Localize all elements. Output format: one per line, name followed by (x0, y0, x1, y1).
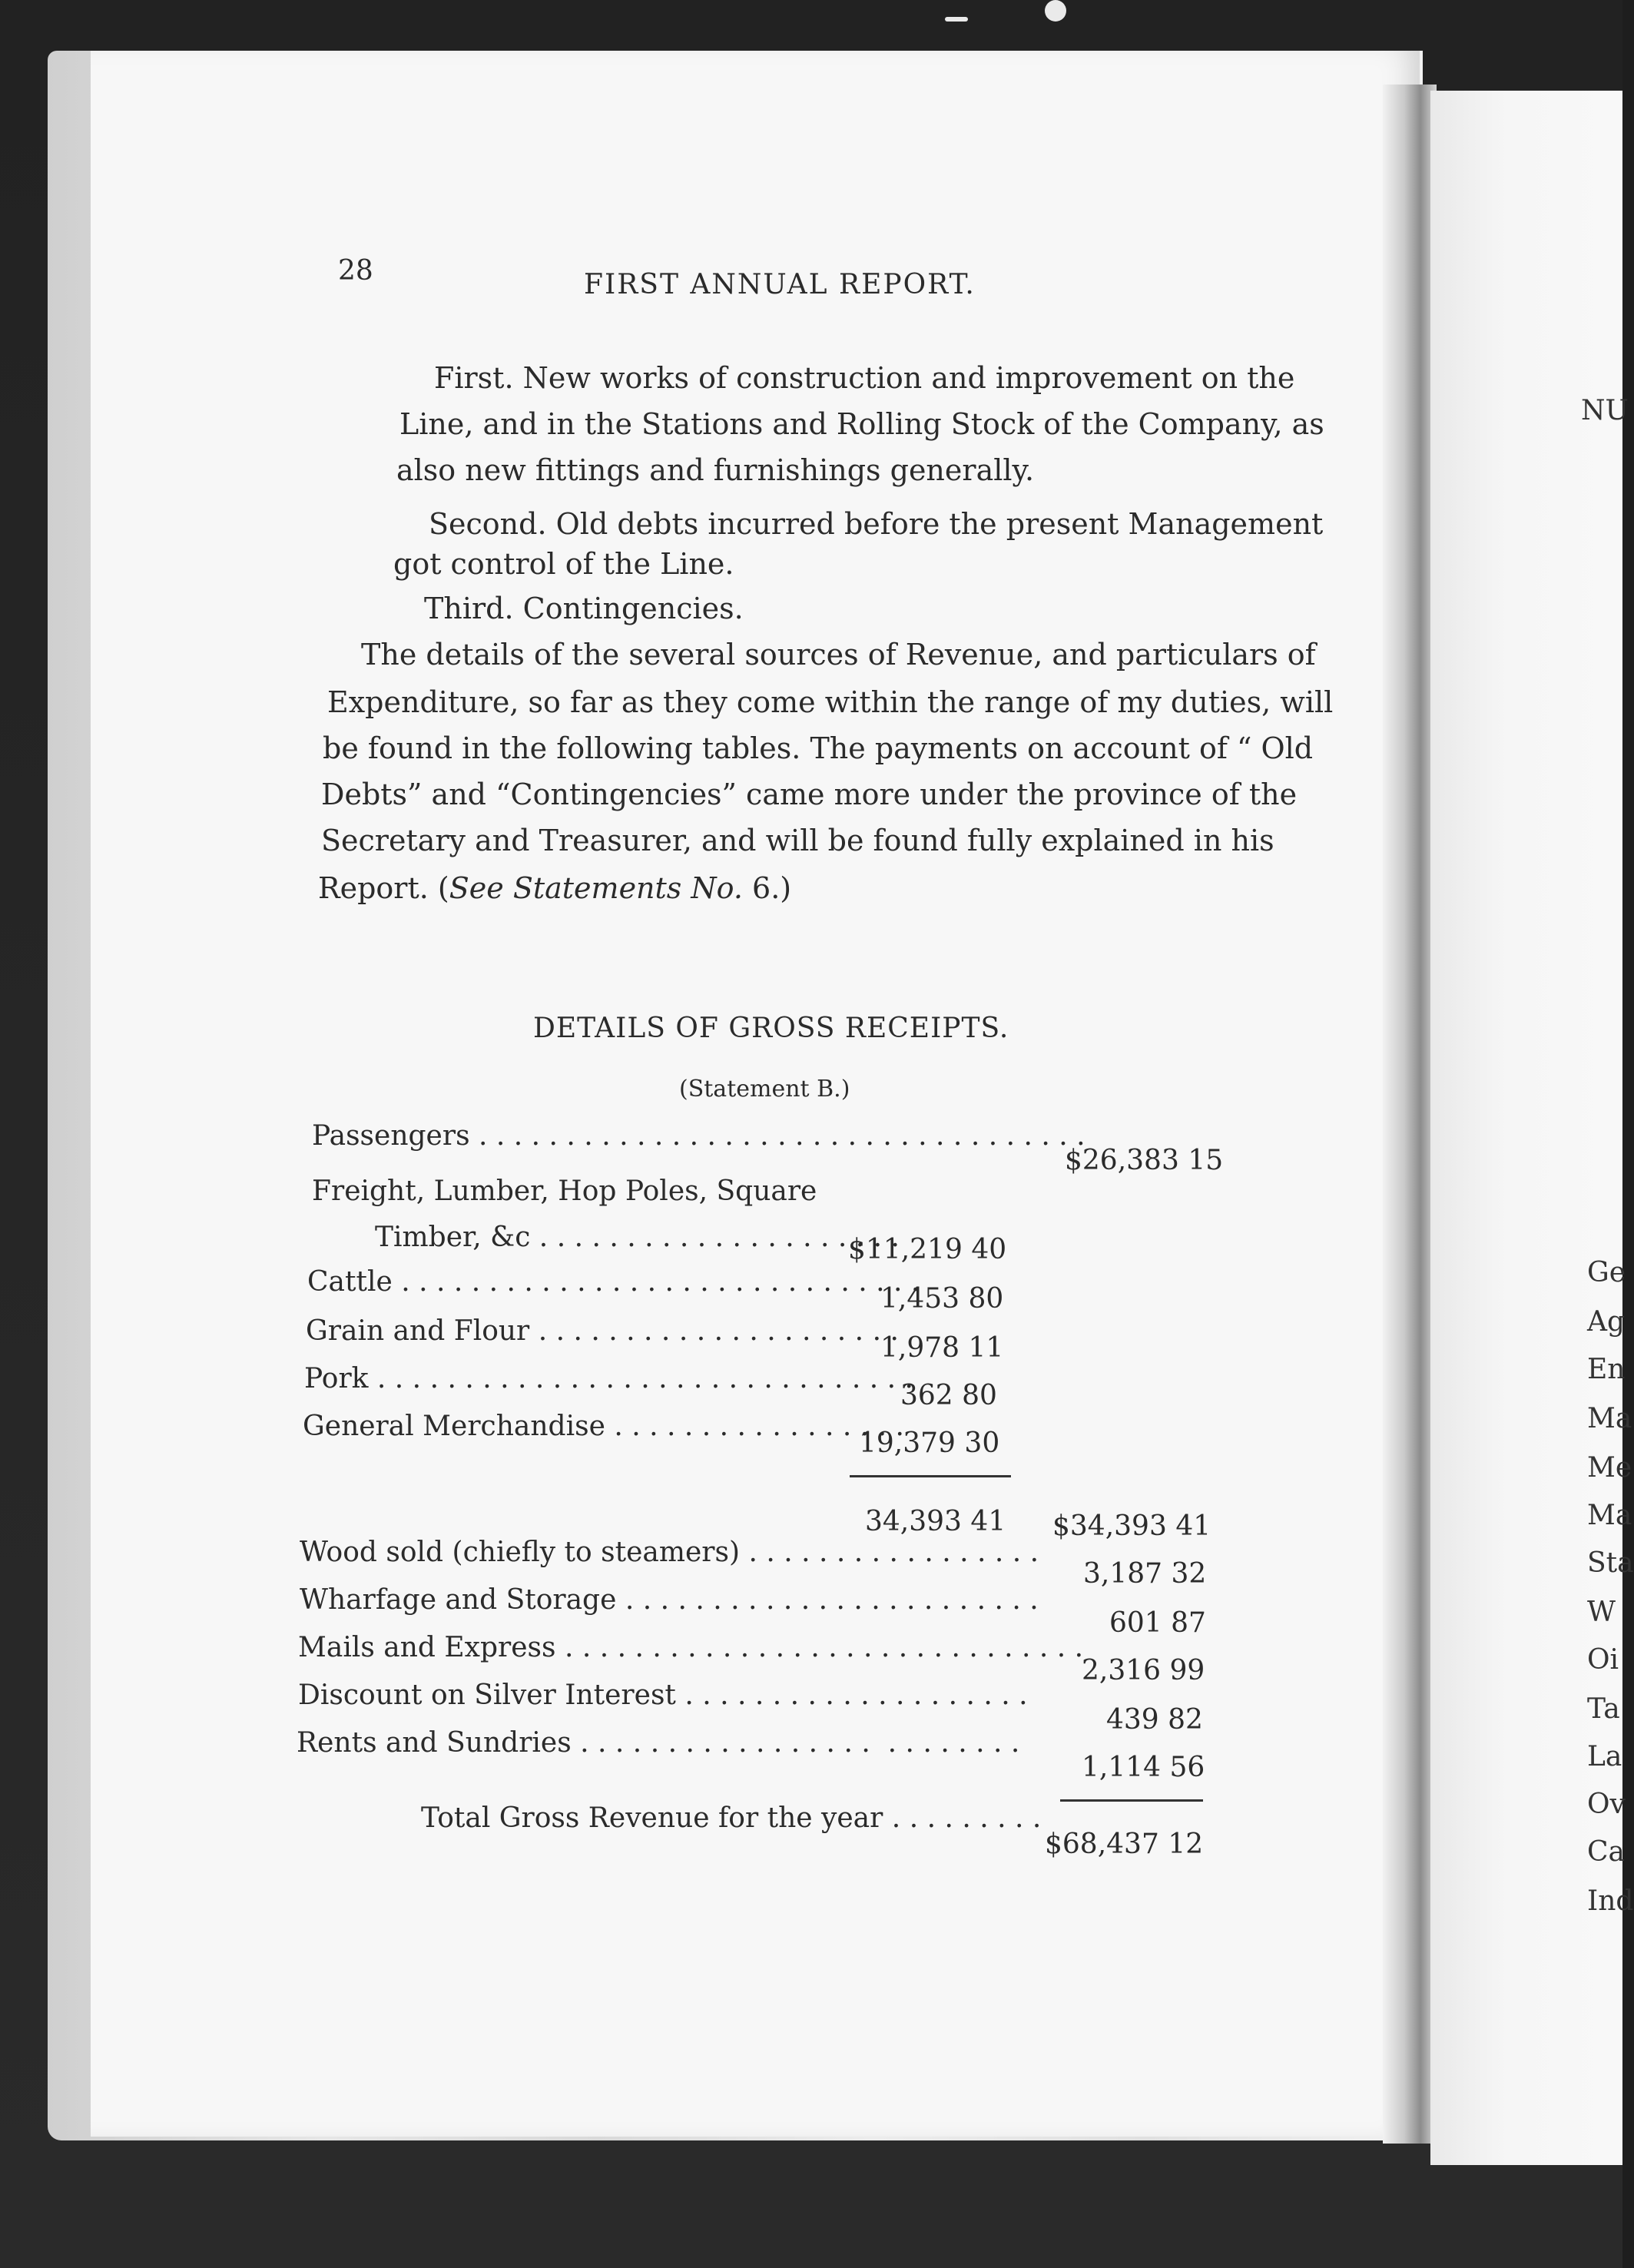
right-page-snippet: W (1587, 1597, 1616, 1628)
paragraph-line (318, 871, 791, 905)
row-passengers-value: $26,383 15 (1065, 1145, 1224, 1176)
table-subtitle: (Statement B.) (679, 1076, 850, 1102)
total-rule (1060, 1799, 1203, 1802)
dust-speck (1045, 0, 1066, 22)
total-label: Total Gross Revenue for the year . . . . . . . . . (421, 1802, 1042, 1834)
dust-speck (945, 17, 968, 22)
right-page-snippet: Ge (1587, 1257, 1626, 1288)
right-page-snippet: Ta (1587, 1693, 1620, 1725)
row-merchandise-value: 19,379 30 (859, 1427, 1000, 1459)
row-grain-label: Grain and Flour . . . . . . . . . . . . . . . . . . . . . (306, 1315, 899, 1347)
row-merchandise-label: General Merchandise . . . . . . . . . . . . . . . . . (303, 1411, 904, 1442)
paragraph-line: also new fittings and furnishings generally. (396, 453, 1035, 487)
row-wood-value: 3,187 32 (1083, 1558, 1207, 1590)
page-number: 28 (338, 255, 373, 287)
row-wharfage-label: Wharfage and Storage . . . . . . . . . . . . . . . . . . . . . . . . (300, 1584, 1039, 1616)
right-page-snippet: Ma (1587, 1500, 1632, 1531)
right-page-snippet: Oi (1587, 1644, 1619, 1676)
right-page-snippet: Ma (1587, 1403, 1632, 1434)
row-discount-label: Discount on Silver Interest . . . . . . . . . . . . . . . . . . . . (298, 1679, 1028, 1711)
right-page-snippet: Ag (1587, 1306, 1626, 1338)
right-page-snippet: En (1587, 1354, 1626, 1385)
row-discount-value: 439 82 (1106, 1704, 1203, 1736)
paragraph-line: Secretary and Treasurer, and will be found fully explained in his (321, 824, 1274, 857)
row-pork-label: Pork . . . . . . . . . . . . . . . . . . . . . . . . . . . . . . . (304, 1363, 913, 1394)
right-page-snippet: Me (1587, 1452, 1632, 1484)
report-text: Report. ( (318, 871, 449, 905)
see-statements-ref: See Statements No. (449, 871, 743, 905)
row-timber-label: Timber, &c . . . . . . . . . . . . . . . . . . . . . (375, 1222, 900, 1253)
row-cattle-label: Cattle . . . . . . . . . . . . . . . . . . . . . . . . . . . . . . (307, 1266, 920, 1298)
right-page-snippet: Ind (1587, 1885, 1634, 1917)
freight-total: $34,393 41 (1052, 1510, 1211, 1542)
right-page-snippet: Ca (1587, 1836, 1626, 1868)
row-cattle-value: 1,453 80 (880, 1283, 1004, 1315)
table-title: DETAILS OF GROSS RECEIPTS. (533, 1013, 1009, 1044)
freight-subtotal: 34,393 41 (865, 1506, 1006, 1537)
right-page-snippet: Ov (1587, 1789, 1626, 1820)
paragraph-line: Line, and in the Stations and Rolling Stock of the Company, as (399, 407, 1324, 441)
row-grain-value: 1,978 11 (880, 1332, 1004, 1364)
paragraph-line: Second. Old debts incurred before the present Management (429, 507, 1324, 541)
paragraph-line: Third. Contingencies. (424, 592, 744, 625)
running-head: FIRST ANNUAL REPORT. (584, 269, 976, 300)
paragraph-line: First. New works of construction and improvement on the (434, 361, 1295, 395)
paragraph-line: Expenditure, so far as they come within the range of my duties, will (327, 685, 1334, 719)
paragraph-line: be found in the following tables. The payments on account of “ Old (323, 731, 1314, 765)
right-page-snippet: La (1587, 1741, 1622, 1772)
row-rents-label: Rents and Sundries . . . . . . . . . . . . . . . . . . . . . . . . . (297, 1727, 1020, 1759)
total-value: $68,437 12 (1045, 1829, 1204, 1860)
row-rents-value: 1,114 56 (1082, 1752, 1205, 1783)
book-gutter (1383, 85, 1437, 2144)
row-timber-value: $11,219 40 (848, 1234, 1007, 1265)
row-wharfage-value: 601 87 (1109, 1607, 1206, 1639)
row-wood-label: Wood sold (chiefly to steamers) . . . . . . . . . . . . . . . . . (300, 1537, 1039, 1568)
paragraph-line: Debts” and “Contingencies” came more under the province of the (321, 778, 1298, 811)
right-page-snippet: NU (1581, 395, 1629, 426)
row-mails-label: Mails and Express . . . . . . . . . . . . . . . . . . . . . . . . . . . . . . (298, 1632, 1084, 1663)
paragraph-line: The details of the several sources of Revenue, and particulars of (361, 638, 1316, 671)
see-statements-number: 6.) (752, 871, 792, 905)
row-mails-value: 2,316 99 (1082, 1655, 1205, 1686)
row-pork-value: 362 80 (900, 1380, 997, 1411)
subtotal-rule (850, 1475, 1011, 1477)
freight-header: Freight, Lumber, Hop Poles, Square (312, 1175, 817, 1207)
row-passengers-label: Passengers . . . . . . . . . . . . . . . . . . . . . . . . . . . . . . . . . . . (312, 1120, 1085, 1152)
right-page-snippet: Sta (1587, 1547, 1634, 1579)
paragraph-line: got control of the Line. (393, 547, 734, 581)
